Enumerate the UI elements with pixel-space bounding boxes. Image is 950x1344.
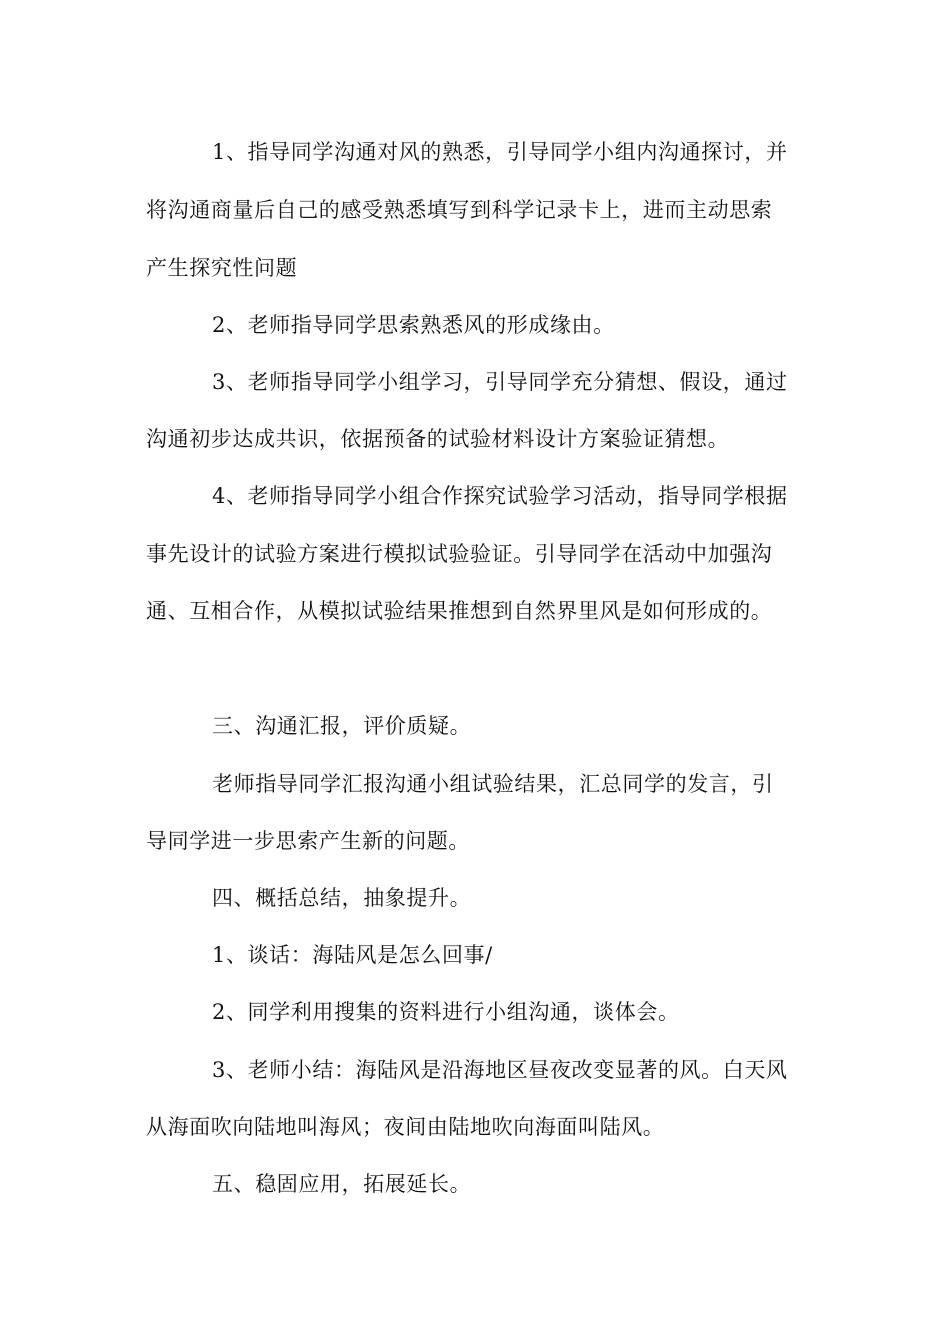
paragraph-line: 从海面吹向陆地叫海风；夜间由陆地吹向海面叫陆风。 [146, 1115, 665, 1139]
paragraph-line: 3、老师小结：海陆风是沿海地区昼夜改变显著的风。白天风 [212, 1058, 788, 1082]
paragraph-line: 1、指导同学沟通对风的熟悉，引导同学小组内沟通探讨，并 [212, 140, 788, 164]
paragraph-line: 将沟通商量后自己的感受熟悉填写到科学记录卡上，进而主动思索 [146, 198, 773, 222]
paragraph-line: 2、同学利用搜集的资料进行小组沟通，谈体会。 [212, 1000, 680, 1024]
section-heading: 三、沟通汇报，评价质疑。 [212, 714, 472, 738]
paragraph-line: 3、老师指导同学小组学习，引导同学充分猜想、假设，通过 [212, 370, 788, 394]
paragraph-line: 通、互相合作，从模拟试验结果推想到自然界里风是如何形成的。 [146, 599, 773, 623]
paragraph-line: 2、老师指导同学思索熟悉风的形成缘由。 [212, 313, 615, 337]
paragraph-line: 产生探究性问题 [146, 256, 298, 280]
paragraph-line: 老师指导同学汇报沟通小组试验结果，汇总同学的发言，引 [212, 772, 774, 796]
paragraph-line: 沟通初步达成共识，依据预备的试验材料设计方案验证猜想。 [146, 427, 730, 451]
section-heading: 四、概括总结，抽象提升。 [212, 886, 472, 910]
paragraph-line: 导同学进一步思索产生新的问题。 [146, 829, 470, 853]
paragraph-line: 1、谈话：海陆风是怎么回事/ [212, 943, 493, 967]
paragraph-line: 事先设计的试验方案进行模拟试验验证。引导同学在活动中加强沟 [146, 542, 773, 566]
section-heading: 五、稳固应用，拓展延长。 [212, 1172, 472, 1196]
paragraph-line: 4、老师指导同学小组合作探究试验学习活动，指导同学根据 [212, 484, 788, 508]
